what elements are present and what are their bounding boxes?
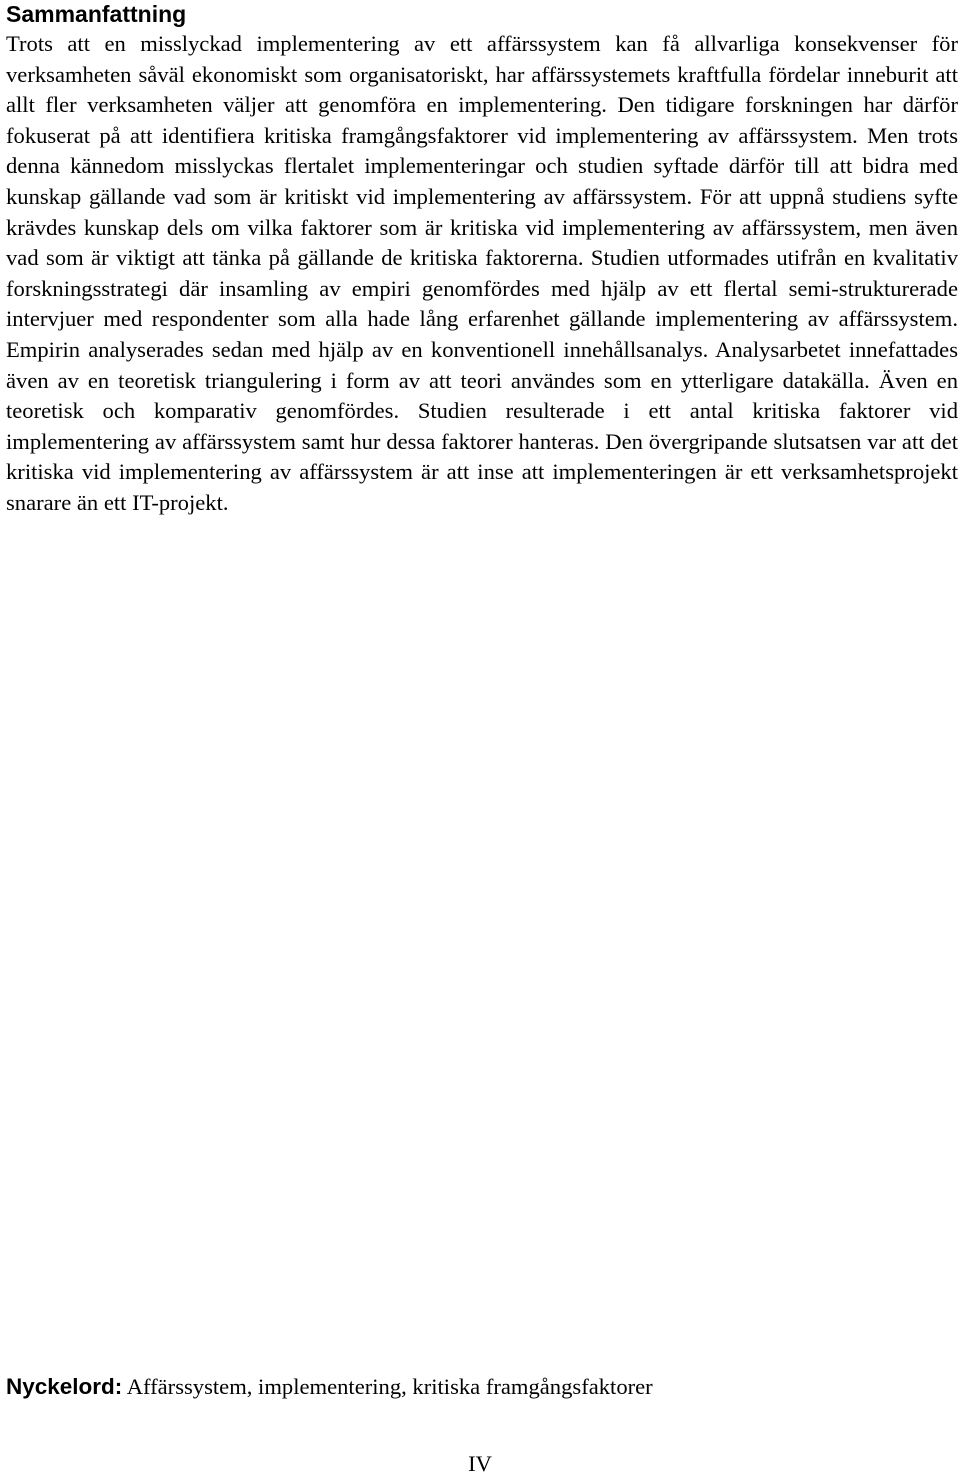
keywords-label: Nyckelord: xyxy=(6,1374,123,1399)
page-title: Sammanfattning xyxy=(6,1,187,27)
abstract-paragraph: Trots att en misslyckad implementering av ett affärssystem kan få allvarliga konsekvenser för verksamheten såväl ekonomiskt som organisatoriskt, har affärssystemets kraftfulla fördelar inneburit att allt fler verksamheten väljer att genomföra en implementering. Den tidigare forskningen har därför fokuserat på att identifiera kritiska framgångsfaktorer vid implementering av affärssystem. Men trots denna kännedom misslyckas flertalet implementeringar och studien syftade därför till att bidra med kunskap gällande vad som är kritiskt vid implementering av affärssystem. För att uppnå studiens syfte krävdes kunskap dels om vilka faktorer som är kritiska vid implementering av affärssystem, men även vad som är viktigt att tänka på gällande de kritiska faktorerna. Studien utformades utifrån en kvalitativ forskningsstrategi där insamling av empiri genomfördes med hjälp av ett flertal semi-strukturerade intervjuer med respondenter som alla hade lång erfarenhet gällande implementering av affärssystem. Empirin analyserades sedan med hjälp av en konventionell innehållsanalys. Analysarbetet innefattades även av en teoretisk triangulering i form av att teori användes som en ytterligare datakälla. Även en teoretisk och komparativ genomfördes. Studien resulterade i ett antal kritiska faktorer vid implementering av affärssystem samt hur dessa faktorer hanteras. Den övergripande slutsatsen var att det kritiska vid implementering av affärssystem är att inse att implementeringen är ett verksamhetsprojekt snarare än ett IT-projekt. xyxy=(6,31,958,515)
keywords-text: Affärssystem, implementering, kritiska framgångsfaktorer xyxy=(126,1374,653,1399)
keywords-line xyxy=(6,1372,653,1402)
page-number: IV xyxy=(468,1451,492,1476)
